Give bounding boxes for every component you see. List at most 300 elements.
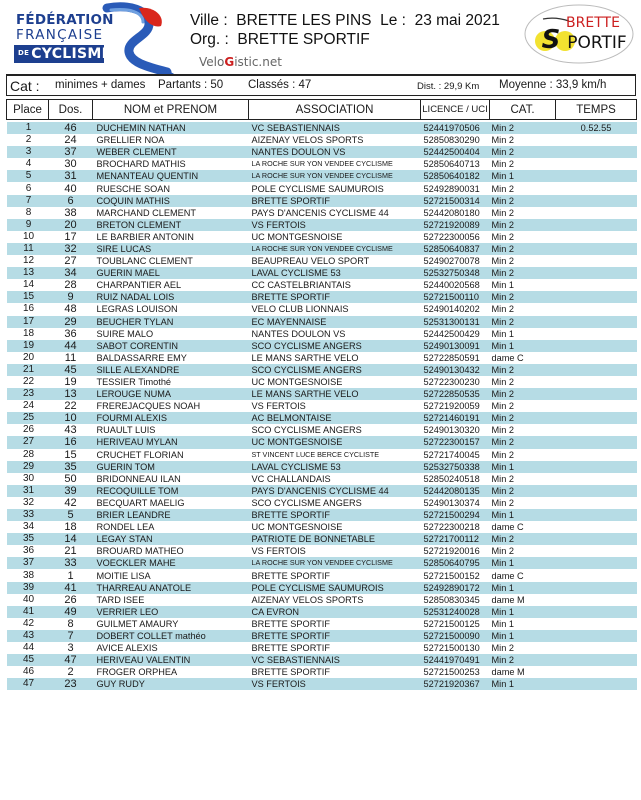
cell-cat: Min 1 bbox=[490, 678, 556, 690]
cell-place: 1 bbox=[7, 122, 49, 134]
cell-association: BRETTE SPORTIF bbox=[249, 666, 421, 678]
cell-cat: Min 1 bbox=[490, 461, 556, 473]
cell-place: 20 bbox=[7, 352, 49, 364]
cell-place: 2 bbox=[7, 134, 49, 146]
table-row bbox=[7, 666, 637, 678]
velogistic-post: istic.net bbox=[234, 55, 282, 69]
velogistic-pre: Velo bbox=[199, 55, 225, 69]
cell-place: 9 bbox=[7, 219, 49, 231]
cell-name: THARREAU ANATOLE bbox=[93, 582, 249, 594]
cell-temps bbox=[556, 146, 637, 158]
table-row bbox=[7, 497, 637, 509]
cell-name: HERIVEAU MYLAN bbox=[93, 436, 249, 448]
org-line bbox=[190, 30, 500, 49]
cell-cat: Min 1 bbox=[490, 630, 556, 642]
cell-cat: Min 2 bbox=[490, 146, 556, 158]
cell-dos: 45 bbox=[49, 364, 93, 376]
table-row bbox=[7, 400, 637, 412]
cell-dos: 26 bbox=[49, 594, 93, 606]
cell-cat: dame M bbox=[490, 594, 556, 606]
cell-dos: 16 bbox=[49, 436, 93, 448]
table-row bbox=[7, 182, 637, 194]
cell-place: 37 bbox=[7, 557, 49, 569]
cell-association: CA EVRON bbox=[249, 606, 421, 618]
cell-place: 27 bbox=[7, 436, 49, 448]
cell-dos: 30 bbox=[49, 158, 93, 170]
cell-cat: dame C bbox=[490, 569, 556, 581]
cell-licence: 52721500125 bbox=[421, 618, 490, 630]
cell-cat: Min 2 bbox=[490, 497, 556, 509]
cell-association: VS FERTOIS bbox=[249, 400, 421, 412]
cell-association: SCO CYCLISME ANGERS bbox=[249, 340, 421, 352]
cell-cat: Min 2 bbox=[490, 134, 556, 146]
table-row bbox=[7, 412, 637, 424]
cell-cat: Min 2 bbox=[490, 207, 556, 219]
cell-licence: 52490130432 bbox=[421, 364, 490, 376]
cell-association: NANTES DOULON VS bbox=[249, 328, 421, 340]
table-row bbox=[7, 485, 637, 497]
table-row bbox=[7, 436, 637, 448]
cell-cat: Min 2 bbox=[490, 412, 556, 424]
cell-cat: Min 2 bbox=[490, 642, 556, 654]
cell-dos: 7 bbox=[49, 630, 93, 642]
cell-name: CRUCHET FLORIAN bbox=[93, 449, 249, 461]
cell-temps bbox=[556, 473, 637, 485]
cell-licence: 52532750348 bbox=[421, 267, 490, 279]
cell-temps bbox=[556, 279, 637, 291]
cell-dos: 8 bbox=[49, 618, 93, 630]
cell-association: AC BELMONTAISE bbox=[249, 412, 421, 424]
cell-dos: 39 bbox=[49, 485, 93, 497]
cell-association: CC CASTELBRIANTAIS bbox=[249, 279, 421, 291]
cell-name: CHARPANTIER AEL bbox=[93, 279, 249, 291]
cell-name: BROCHARD MATHIS bbox=[93, 158, 249, 170]
cell-association: POLE CYCLISME SAUMUROIS bbox=[249, 582, 421, 594]
cell-licence: 52721500090 bbox=[421, 630, 490, 642]
cell-association: LA ROCHE SUR YON VENDEE CYCLISME bbox=[249, 158, 421, 170]
cell-dos: 20 bbox=[49, 219, 93, 231]
cell-place: 43 bbox=[7, 630, 49, 642]
cell-name: BEUCHER TYLAN bbox=[93, 316, 249, 328]
cell-association: UC MONTGESNOISE bbox=[249, 436, 421, 448]
cell-place: 44 bbox=[7, 642, 49, 654]
cell-dos: 37 bbox=[49, 146, 93, 158]
col-header-name: NOM et PRENOM bbox=[93, 100, 249, 120]
cell-dos: 49 bbox=[49, 606, 93, 618]
ville-line bbox=[190, 11, 500, 30]
cell-place: 28 bbox=[7, 449, 49, 461]
cell-name: BRETON CLEMENT bbox=[93, 219, 249, 231]
classes-count: Classés : 47 bbox=[248, 79, 312, 91]
cell-temps bbox=[556, 618, 637, 630]
cell-association: LA ROCHE SUR YON VENDEE CYCLISME bbox=[249, 243, 421, 255]
table-row bbox=[7, 328, 637, 340]
cell-cat: Min 1 bbox=[490, 618, 556, 630]
cell-name: LEROUGE NUMA bbox=[93, 388, 249, 400]
cell-dos: 11 bbox=[49, 352, 93, 364]
cell-name: DUCHEMIN NATHAN bbox=[93, 122, 249, 134]
cell-dos: 47 bbox=[49, 654, 93, 666]
cell-place: 5 bbox=[7, 170, 49, 182]
cat-value: minimes + dames bbox=[55, 79, 146, 91]
table-row bbox=[7, 557, 637, 569]
cell-place: 38 bbox=[7, 569, 49, 581]
col-header-licence: LICENCE / UCI bbox=[421, 100, 490, 120]
cell-cat: Min 2 bbox=[490, 158, 556, 170]
cell-place: 47 bbox=[7, 678, 49, 690]
cell-dos: 17 bbox=[49, 231, 93, 243]
cell-cat: dame C bbox=[490, 352, 556, 364]
cell-dos: 14 bbox=[49, 533, 93, 545]
cell-temps bbox=[556, 557, 637, 569]
cell-place: 42 bbox=[7, 618, 49, 630]
cell-place: 21 bbox=[7, 364, 49, 376]
cell-temps bbox=[556, 243, 637, 255]
table-row bbox=[7, 388, 637, 400]
cell-licence: 52722850535 bbox=[421, 388, 490, 400]
cell-temps bbox=[556, 412, 637, 424]
col-header-place: Place bbox=[7, 100, 49, 120]
cell-association: VS FERTOIS bbox=[249, 545, 421, 557]
cell-name: MARCHAND CLEMENT bbox=[93, 207, 249, 219]
cell-name: SIRE LUCAS bbox=[93, 243, 249, 255]
cell-licence: 52850830345 bbox=[421, 594, 490, 606]
table-row bbox=[7, 642, 637, 654]
cell-association: LAVAL CYCLISME 53 bbox=[249, 267, 421, 279]
cell-association: BRETTE SPORTIF bbox=[249, 630, 421, 642]
cell-place: 34 bbox=[7, 521, 49, 533]
ffc-logo-prefix: DE bbox=[18, 49, 30, 57]
cell-association: BRETTE SPORTIF bbox=[249, 569, 421, 581]
cell-name: VOECKLER MAHE bbox=[93, 557, 249, 569]
cell-temps bbox=[556, 461, 637, 473]
cell-dos: 38 bbox=[49, 207, 93, 219]
cell-cat: Min 2 bbox=[490, 533, 556, 545]
cell-licence: 52490140202 bbox=[421, 303, 490, 315]
cell-association: EC MAYENNAISE bbox=[249, 316, 421, 328]
cell-cat: Min 2 bbox=[490, 388, 556, 400]
cell-licence: 52721500253 bbox=[421, 666, 490, 678]
cell-place: 24 bbox=[7, 400, 49, 412]
table-row bbox=[7, 424, 637, 436]
cell-temps bbox=[556, 388, 637, 400]
cell-place: 18 bbox=[7, 328, 49, 340]
table-row bbox=[7, 473, 637, 485]
cell-licence: 52442080180 bbox=[421, 207, 490, 219]
cell-cat: Min 1 bbox=[490, 606, 556, 618]
cell-name: TARD ISEE bbox=[93, 594, 249, 606]
cell-cat: Min 2 bbox=[490, 122, 556, 134]
cell-place: 33 bbox=[7, 509, 49, 521]
cell-licence: 52490130091 bbox=[421, 340, 490, 352]
cell-licence: 52442080135 bbox=[421, 485, 490, 497]
cell-name: HERIVEAU VALENTIN bbox=[93, 654, 249, 666]
cell-place: 25 bbox=[7, 412, 49, 424]
cell-licence: 52721500294 bbox=[421, 509, 490, 521]
table-row bbox=[7, 207, 637, 219]
cell-association: BRETTE SPORTIF bbox=[249, 618, 421, 630]
cell-licence: 52721920367 bbox=[421, 678, 490, 690]
cell-licence: 52850640182 bbox=[421, 170, 490, 182]
cell-association: VC SEBASTIENNAIS bbox=[249, 122, 421, 134]
cell-dos: 44 bbox=[49, 340, 93, 352]
cell-dos: 24 bbox=[49, 134, 93, 146]
cell-temps bbox=[556, 569, 637, 581]
cell-place: 36 bbox=[7, 545, 49, 557]
table-row bbox=[7, 569, 637, 581]
table-row bbox=[7, 618, 637, 630]
cell-dos: 43 bbox=[49, 424, 93, 436]
average-speed: Moyenne : 33,9 km/h bbox=[499, 79, 607, 91]
cell-place: 41 bbox=[7, 606, 49, 618]
cell-name: MOITIE LISA bbox=[93, 569, 249, 581]
cell-temps bbox=[556, 582, 637, 594]
cell-licence: 52721920016 bbox=[421, 545, 490, 557]
table-row bbox=[7, 521, 637, 533]
cell-name: GUY RUDY bbox=[93, 678, 249, 690]
cell-place: 16 bbox=[7, 303, 49, 315]
table-row bbox=[7, 654, 637, 666]
cell-dos: 28 bbox=[49, 279, 93, 291]
cell-name: TOUBLANC CLEMENT bbox=[93, 255, 249, 267]
cell-temps bbox=[556, 497, 637, 509]
cell-association: NANTES DOULON VS bbox=[249, 146, 421, 158]
cell-name: RONDEL LEA bbox=[93, 521, 249, 533]
org-value: BRETTE SPORTIF bbox=[237, 31, 370, 48]
col-header-dos: Dos. bbox=[49, 100, 93, 120]
cell-place: 14 bbox=[7, 279, 49, 291]
cell-licence: 52722300056 bbox=[421, 231, 490, 243]
cell-licence: 52850640713 bbox=[421, 158, 490, 170]
cell-cat: Min 2 bbox=[490, 316, 556, 328]
club-logo-s: S bbox=[541, 25, 561, 55]
cell-temps bbox=[556, 328, 637, 340]
cell-dos: 19 bbox=[49, 376, 93, 388]
cell-temps bbox=[556, 207, 637, 219]
cell-association: BRETTE SPORTIF bbox=[249, 195, 421, 207]
cell-licence: 52721500110 bbox=[421, 291, 490, 303]
cell-association: AIZENAY VELOS SPORTS bbox=[249, 134, 421, 146]
cell-name: BRIDONNEAU ILAN bbox=[93, 473, 249, 485]
table-row bbox=[7, 533, 637, 545]
cell-place: 13 bbox=[7, 267, 49, 279]
cell-place: 45 bbox=[7, 654, 49, 666]
ffc-logo bbox=[14, 8, 164, 70]
cell-association: PAYS D'ANCENIS CYCLISME 44 bbox=[249, 485, 421, 497]
club-logo-brette: BRETTE bbox=[566, 15, 620, 31]
cell-cat: Min 1 bbox=[490, 170, 556, 182]
cell-temps: 0.52.55 bbox=[556, 122, 637, 134]
table-row bbox=[7, 291, 637, 303]
cell-dos: 35 bbox=[49, 461, 93, 473]
cell-licence: 52492890172 bbox=[421, 582, 490, 594]
cell-place: 7 bbox=[7, 195, 49, 207]
cell-association: SCO CYCLISME ANGERS bbox=[249, 497, 421, 509]
cell-temps bbox=[556, 291, 637, 303]
cell-place: 22 bbox=[7, 376, 49, 388]
table-row bbox=[7, 545, 637, 557]
cell-temps bbox=[556, 678, 637, 690]
cell-licence: 52721500152 bbox=[421, 569, 490, 581]
cell-dos: 42 bbox=[49, 497, 93, 509]
partants-count: Partants : 50 bbox=[158, 79, 224, 91]
cell-association: VC SEBASTIENNAIS bbox=[249, 654, 421, 666]
table-row bbox=[7, 255, 637, 267]
cell-temps bbox=[556, 255, 637, 267]
cell-name: FREREJACQUES NOAH bbox=[93, 400, 249, 412]
table-row bbox=[7, 606, 637, 618]
table-row bbox=[7, 376, 637, 388]
cell-temps bbox=[556, 219, 637, 231]
cell-temps bbox=[556, 195, 637, 207]
cell-cat: Min 2 bbox=[490, 291, 556, 303]
table-row bbox=[7, 170, 637, 182]
cell-dos: 27 bbox=[49, 255, 93, 267]
cell-cat: Min 2 bbox=[490, 219, 556, 231]
ville-value: BRETTE LES PINS bbox=[236, 12, 372, 29]
cell-cat: Min 2 bbox=[490, 195, 556, 207]
brette-sportif-logo bbox=[523, 3, 635, 65]
cell-name: RUIZ NADAL LOIS bbox=[93, 291, 249, 303]
cell-dos: 33 bbox=[49, 557, 93, 569]
ffc-logo-line1: FÉDÉRATION bbox=[16, 12, 114, 28]
cell-name: GUERIN TOM bbox=[93, 461, 249, 473]
cell-association: BEAUPREAU VELO SPORT bbox=[249, 255, 421, 267]
cell-dos: 22 bbox=[49, 400, 93, 412]
cell-association: BRETTE SPORTIF bbox=[249, 291, 421, 303]
cell-dos: 21 bbox=[49, 545, 93, 557]
cell-place: 17 bbox=[7, 316, 49, 328]
table-row bbox=[7, 122, 637, 134]
ffc-logo-cyclisme: CYCLISME bbox=[31, 46, 112, 62]
cell-licence: 52722300230 bbox=[421, 376, 490, 388]
cell-name: SUIRE MALO bbox=[93, 328, 249, 340]
cell-dos: 5 bbox=[49, 509, 93, 521]
cell-place: 40 bbox=[7, 594, 49, 606]
cell-licence: 52531240028 bbox=[421, 606, 490, 618]
cell-name: WEBER CLEMENT bbox=[93, 146, 249, 158]
cell-temps bbox=[556, 533, 637, 545]
cell-temps bbox=[556, 364, 637, 376]
cell-licence: 52440020568 bbox=[421, 279, 490, 291]
cell-temps bbox=[556, 158, 637, 170]
cell-cat: Min 2 bbox=[490, 473, 556, 485]
cell-temps bbox=[556, 340, 637, 352]
cell-dos: 41 bbox=[49, 582, 93, 594]
cell-cat: Min 2 bbox=[490, 654, 556, 666]
cell-temps bbox=[556, 545, 637, 557]
cell-place: 23 bbox=[7, 388, 49, 400]
cell-name: GUERIN MAEL bbox=[93, 267, 249, 279]
cell-licence: 52721920089 bbox=[421, 219, 490, 231]
cell-temps bbox=[556, 352, 637, 364]
cell-association: BRETTE SPORTIF bbox=[249, 642, 421, 654]
cell-temps bbox=[556, 436, 637, 448]
cell-temps bbox=[556, 521, 637, 533]
cell-licence: 52721460191 bbox=[421, 412, 490, 424]
club-logo-portif: PORTIF bbox=[567, 33, 627, 53]
cell-temps bbox=[556, 400, 637, 412]
cell-place: 19 bbox=[7, 340, 49, 352]
cell-place: 10 bbox=[7, 231, 49, 243]
table-row bbox=[7, 279, 637, 291]
results-table bbox=[6, 99, 637, 690]
cell-temps bbox=[556, 606, 637, 618]
table-row bbox=[7, 352, 637, 364]
table-row bbox=[7, 219, 637, 231]
cell-dos: 13 bbox=[49, 388, 93, 400]
cell-temps bbox=[556, 267, 637, 279]
org-label: Org. : bbox=[190, 31, 229, 48]
cell-name: BECQUART MAELIG bbox=[93, 497, 249, 509]
cell-licence: 52721740045 bbox=[421, 449, 490, 461]
cell-cat: Min 2 bbox=[490, 400, 556, 412]
cell-place: 6 bbox=[7, 182, 49, 194]
results-body bbox=[7, 120, 637, 691]
cell-licence: 52722300218 bbox=[421, 521, 490, 533]
cell-temps bbox=[556, 303, 637, 315]
cell-cat: Min 1 bbox=[490, 557, 556, 569]
cell-place: 31 bbox=[7, 485, 49, 497]
table-row bbox=[7, 340, 637, 352]
cell-licence: 52721500130 bbox=[421, 642, 490, 654]
cell-dos: 34 bbox=[49, 267, 93, 279]
cell-place: 29 bbox=[7, 461, 49, 473]
cell-place: 32 bbox=[7, 497, 49, 509]
cell-licence: 52721700112 bbox=[421, 533, 490, 545]
cell-association: SCO CYCLISME ANGERS bbox=[249, 424, 421, 436]
cell-cat: Min 2 bbox=[490, 485, 556, 497]
cell-association: VS FERTOIS bbox=[249, 678, 421, 690]
cell-place: 4 bbox=[7, 158, 49, 170]
ffc-logo-line2: FRANÇAISE bbox=[16, 27, 104, 43]
cell-cat: Min 2 bbox=[490, 255, 556, 267]
cell-cat: Min 1 bbox=[490, 340, 556, 352]
cell-name: BROUARD MATHEO bbox=[93, 545, 249, 557]
cell-place: 26 bbox=[7, 424, 49, 436]
cell-cat: Min 2 bbox=[490, 231, 556, 243]
cell-place: 8 bbox=[7, 207, 49, 219]
cell-licence: 52441970491 bbox=[421, 654, 490, 666]
cell-temps bbox=[556, 630, 637, 642]
cell-place: 12 bbox=[7, 255, 49, 267]
cell-name: SILLE ALEXANDRE bbox=[93, 364, 249, 376]
ffc-logo-line3 bbox=[18, 46, 112, 62]
table-row bbox=[7, 678, 637, 690]
cell-name: GRELLIER NOA bbox=[93, 134, 249, 146]
cell-dos: 18 bbox=[49, 521, 93, 533]
col-header-association: ASSOCIATION bbox=[249, 100, 421, 120]
cell-association: UC MONTGESNOISE bbox=[249, 231, 421, 243]
cell-name: SABOT CORENTIN bbox=[93, 340, 249, 352]
cell-dos: 6 bbox=[49, 195, 93, 207]
cell-cat: Min 2 bbox=[490, 303, 556, 315]
cell-temps bbox=[556, 642, 637, 654]
cell-association: LA ROCHE SUR YON VENDEE CYCLISME bbox=[249, 557, 421, 569]
cell-name: GUILMET AMAURY bbox=[93, 618, 249, 630]
cell-association: LA ROCHE SUR YON VENDEE CYCLISME bbox=[249, 170, 421, 182]
cell-temps bbox=[556, 376, 637, 388]
table-row bbox=[7, 134, 637, 146]
cell-association: UC MONTGESNOISE bbox=[249, 521, 421, 533]
cell-association: POLE CYCLISME SAUMUROIS bbox=[249, 182, 421, 194]
cell-cat: Min 2 bbox=[490, 364, 556, 376]
table-row bbox=[7, 231, 637, 243]
cell-name: FOURMI ALEXIS bbox=[93, 412, 249, 424]
cell-cat: Min 1 bbox=[490, 279, 556, 291]
cell-temps bbox=[556, 316, 637, 328]
cell-licence: 52490270078 bbox=[421, 255, 490, 267]
